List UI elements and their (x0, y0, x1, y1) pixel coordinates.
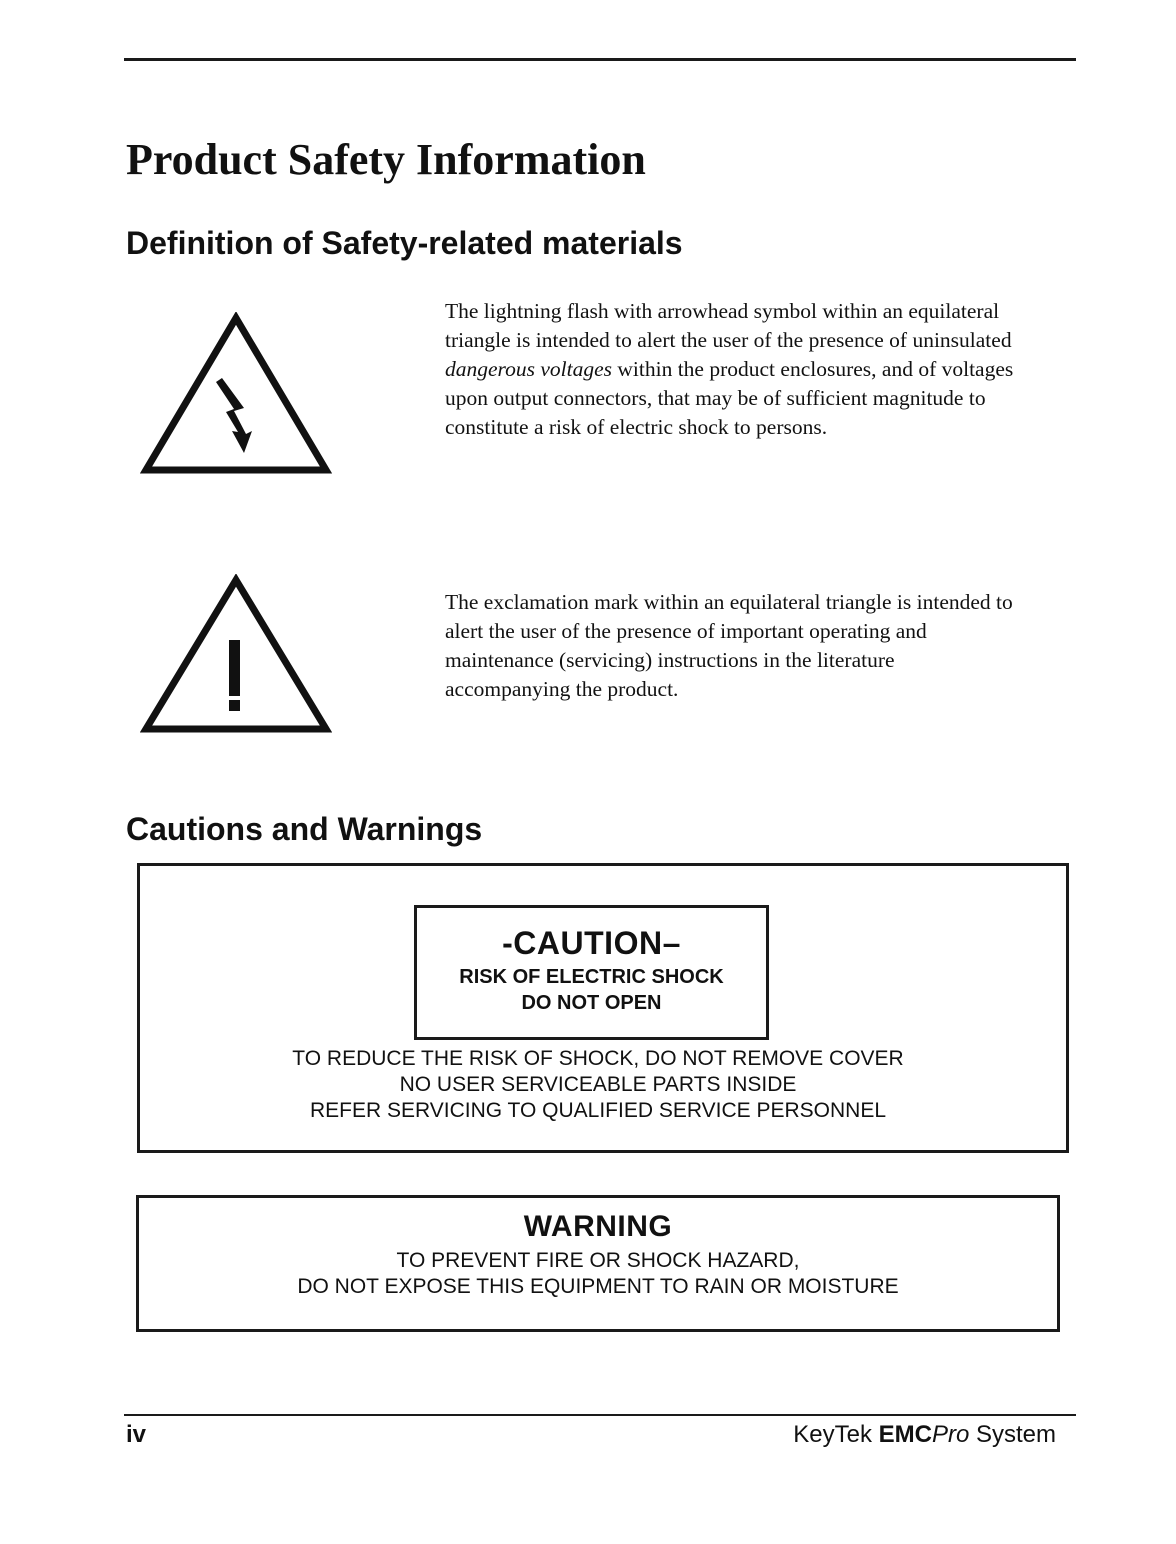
lightning-triangle-icon (140, 312, 332, 478)
top-rule (124, 58, 1076, 61)
page-title: Product Safety Information (126, 135, 646, 184)
caution-label-line: DO NOT OPEN (521, 992, 662, 1014)
lightning-desc-emphasis: dangerous voltages (445, 357, 613, 381)
caution-text-line: TO REDUCE THE RISK OF SHOCK, DO NOT REMOVE COVER (292, 1047, 904, 1070)
warning-title: WARNING (523, 1210, 673, 1243)
footer-product-name (793, 1420, 1056, 1450)
caution-title: -CAUTION– (502, 925, 681, 961)
warning-text-line: TO PREVENT FIRE OR SHOCK HAZARD, (396, 1249, 800, 1272)
bottom-rule (124, 1414, 1076, 1416)
page-number: iv (126, 1421, 147, 1448)
footer-product-italic: Pro (931, 1421, 970, 1448)
warning-text-line: DO NOT EXPOSE THIS EQUIPMENT TO RAIN OR MOISTURE (297, 1275, 899, 1298)
exclamation-symbol-description: The exclamation mark within an equilateral triangle is intended to alert the user of the presence of important operating and maintenance (servicing) instructions in the literature accompanying the product. (445, 590, 1013, 701)
exclamation-triangle-icon (140, 574, 332, 736)
definitions-heading: Definition of Safety-related materials (126, 225, 683, 261)
caution-text-line: REFER SERVICING TO QUALIFIED SERVICE PERSONNEL (309, 1099, 887, 1122)
footer-product-bold: EMC (878, 1421, 932, 1448)
lightning-symbol-description (445, 297, 1015, 442)
footer-suffix: System (975, 1421, 1056, 1448)
caution-text-line: NO USER SERVICEABLE PARTS INSIDE (399, 1073, 797, 1096)
lightning-desc-text-end: within the product enclosures, and of voltages upon output connectors, that may be of sufficient magnitude to constitute a risk of electric shock to persons. (445, 357, 1014, 439)
footer-brand: KeyTek (793, 1421, 872, 1448)
caution-label-line: RISK OF ELECTRIC SHOCK (459, 966, 724, 988)
lightning-desc-text: The lightning flash with arrowhead symbol within an equilateral triangle is intended to alert the user of the presence of uninsulated (445, 299, 1012, 352)
cautions-heading: Cautions and Warnings (126, 811, 483, 847)
